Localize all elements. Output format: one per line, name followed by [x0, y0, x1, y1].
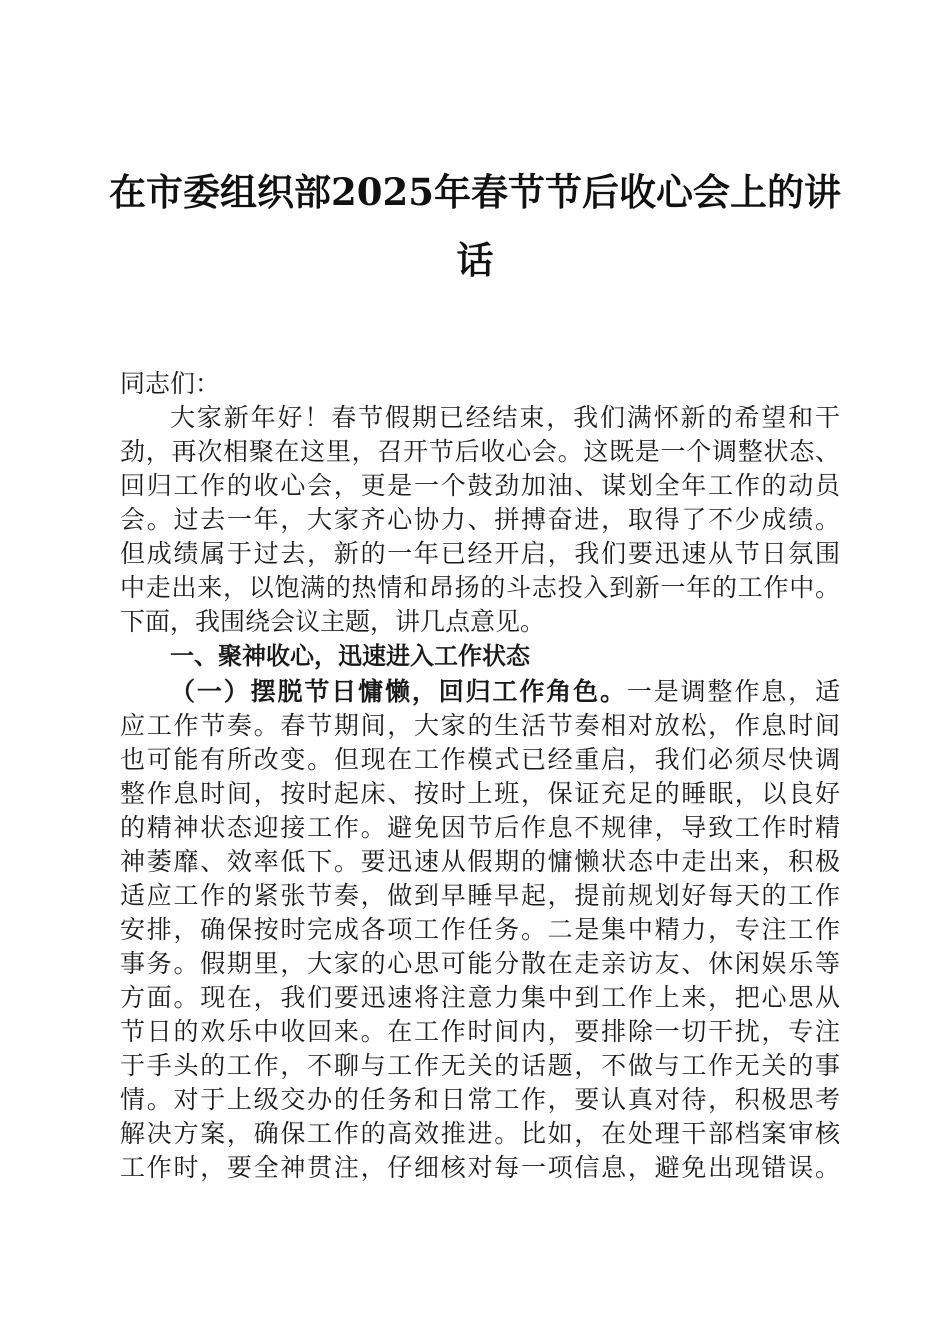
body-line: 情。对于上级交办的任务和日常工作，要认真对待，积极思考 [120, 1085, 840, 1114]
subsection-first-line-text: 一是调整作息，适 [626, 677, 840, 706]
body-line: 也可能有所改变。但现在工作模式已经重启，我们必须尽快调 [120, 745, 840, 774]
salutation: 同志们： [120, 369, 221, 398]
body-line: 工作时，要全神贯注，仔细核对每一项信息，避免出现错误。 [120, 1153, 840, 1182]
intro-line: 下面，我围绕会议主题，讲几点意见。 [120, 607, 546, 636]
body-line: 安排，确保按时完成各项工作任务。二是集中精力，专注工作 [120, 915, 840, 944]
intro-line: 会。过去一年，大家齐心协力、拼搏奋进，取得了不少成绩。 [120, 505, 840, 534]
body-line: 节日的欢乐中收回来。在工作时间内，要排除一切干扰，专注 [120, 1017, 840, 1046]
body-line: 的精神状态迎接工作。避免因节后作息不规律，导致工作时精 [120, 813, 840, 842]
subsection-heading: （一）摆脱节日慵懒，回归工作角色。 [170, 677, 627, 706]
body-line: 神萎靡、效率低下。要迅速从假期的慵懒状态中走出来，积极 [120, 847, 840, 876]
body-line: 事务。假期里，大家的心思可能分散在走亲访友、休闲娱乐等 [120, 949, 840, 978]
body-line: 解决方案，确保工作的高效推进。比如，在处理干部档案审核 [120, 1119, 840, 1148]
intro-line: 回归工作的收心会，更是一个鼓劲加油、谋划全年工作的动员 [120, 471, 840, 500]
document-title-line-1: 在市委组织部2025年春节节后收心会上的讲 [109, 170, 841, 214]
body-line: 于手头的工作，不聊与工作无关的话题，不做与工作无关的事 [120, 1051, 840, 1080]
intro-line: 劲，再次相聚在这里，召开节后收心会。这既是一个调整状态、 [120, 437, 840, 466]
body-line: 方面。现在，我们要迅速将注意力集中到工作上来，把心思从 [120, 983, 840, 1012]
body-line: 整作息时间，按时起床、按时上班，保证充足的睡眠，以良好 [120, 779, 840, 808]
subsection-first-line [170, 674, 840, 710]
body-line: 适应工作的紧张节奏，做到早睡早起，提前规划好每天的工作 [120, 881, 840, 910]
intro-line: 中走出来，以饱满的热情和昂扬的斗志投入到新一年的工作中。 [120, 573, 840, 602]
section-heading: 一、聚神收心，迅速进入工作状态 [170, 642, 530, 670]
document-title-line-2: 话 [456, 238, 494, 282]
body-line: 应工作节奏。春节期间，大家的生活节奏相对放松，作息时间 [120, 711, 840, 740]
intro-line: 大家新年好！春节假期已经结束，我们满怀新的希望和干 [170, 403, 840, 432]
intro-line: 但成绩属于过去，新的一年已经开启，我们要迅速从节日氛围 [120, 539, 840, 568]
